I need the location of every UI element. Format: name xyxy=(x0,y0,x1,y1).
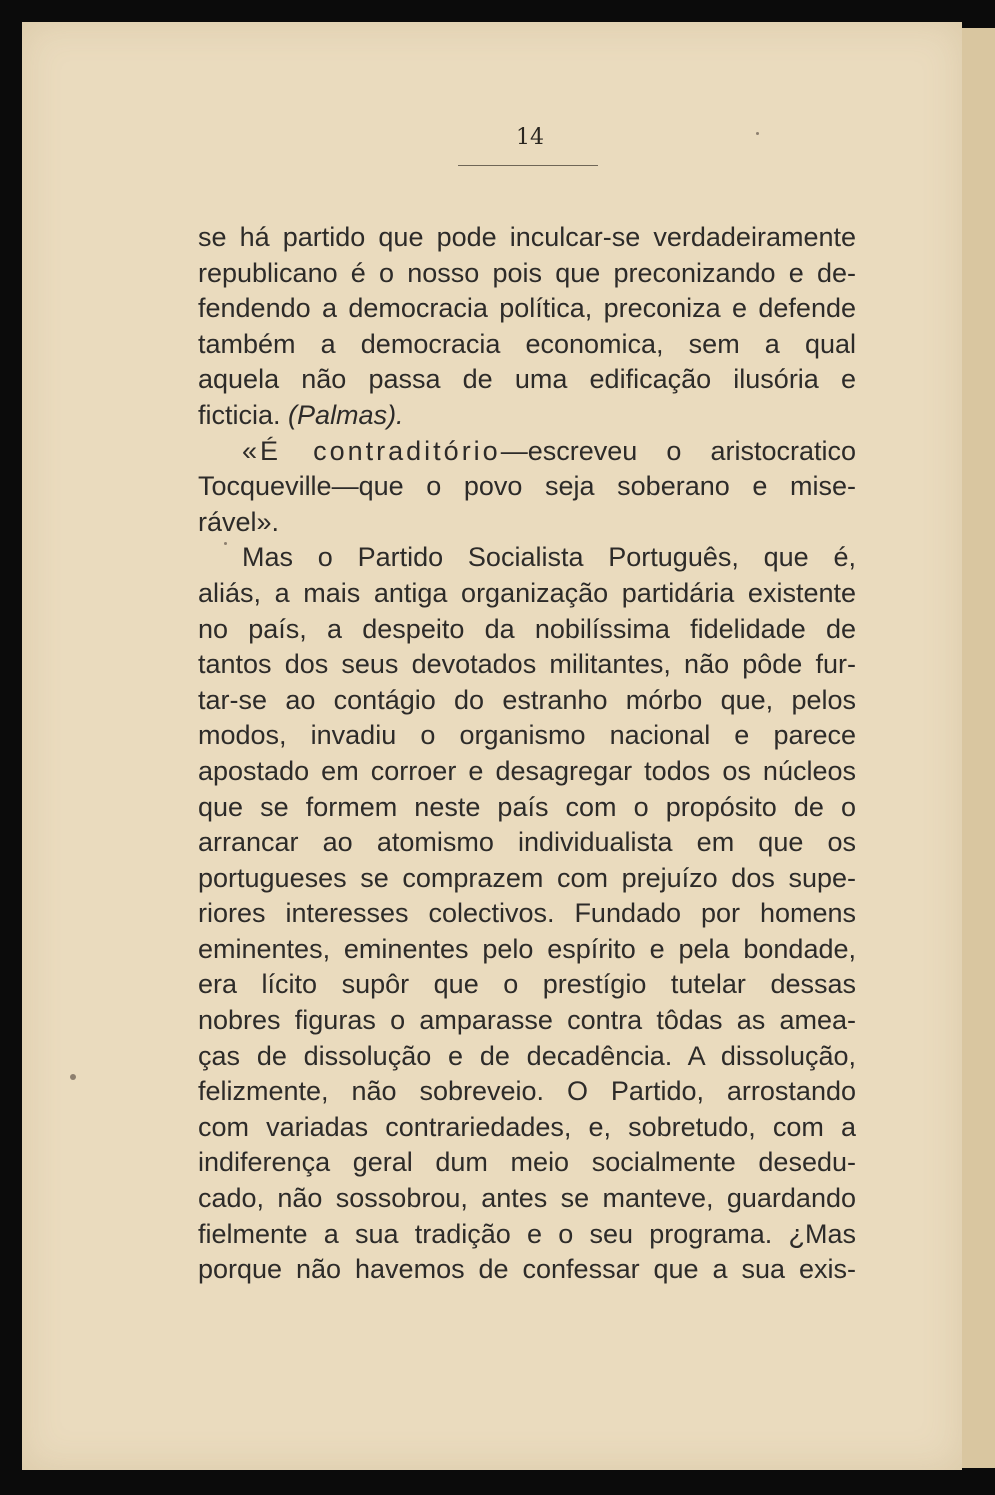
text-line xyxy=(198,398,856,434)
text-line: tantos dos seus devotados militantes, não pôde fur- xyxy=(198,649,856,680)
header-rule xyxy=(458,165,598,166)
text-line: republicano é o nosso pois que preconizando e de- xyxy=(198,257,856,288)
text-line: era lícito supôr que o prestígio tutelar dessas xyxy=(198,969,856,1000)
text-line: nobres figuras o amparasse contra tôdas as amea- xyxy=(198,1005,856,1036)
text-line: rável». xyxy=(198,506,280,537)
text-line: tar-se ao contágio do estranho mórbo que, pelos xyxy=(198,684,856,715)
text-line: que se formem neste país com o propósito de o xyxy=(198,791,856,822)
text-line: eminentes, eminentes pelo espírito e pela bondade, xyxy=(198,933,856,964)
text-line: ças de dissolução e de decadência. A dissolução, xyxy=(198,1040,856,1071)
adjacent-page-edge xyxy=(958,28,995,1468)
text-line: também a democracia economica, sem a qual xyxy=(198,328,856,359)
text-line: aquela não passa de uma edificação ilusória e xyxy=(198,364,856,395)
text-line: modos, invadiu o organismo nacional e parece xyxy=(198,720,856,751)
text-line: arrancar ao atomismo individualista em que os xyxy=(198,827,856,858)
sentence-ending: ficticia. xyxy=(198,399,281,430)
page-number: 14 xyxy=(516,125,544,150)
text-line: cado, não sossobrou, antes se manteve, guardando xyxy=(198,1183,856,1214)
text-line: felizmente, não sobreveio. O Partido, arrostando xyxy=(198,1076,856,1107)
body-text xyxy=(198,220,856,1288)
text-line: portugueses se comprazem com prejuízo dos supe- xyxy=(198,862,856,893)
text-line: no país, a despeito da nobilíssima fidelidade de xyxy=(198,613,856,644)
text-line: apostado em corroer e desagregar todos os núcleos xyxy=(198,755,856,786)
quotation-text: «É contraditório xyxy=(242,435,501,466)
quotation-attribution: —escreveu o aristocratico xyxy=(500,435,856,466)
paper-spot xyxy=(756,132,759,135)
applause-note: (Palmas). xyxy=(288,399,404,430)
quotation-line xyxy=(198,434,856,470)
text-line: Tocqueville—que o povo seja soberano e mise- xyxy=(198,471,856,502)
text-line: porque não havemos de confessar que a sua exis- xyxy=(198,1254,856,1285)
text-line: riores interesses colectivos. Fundado por homens xyxy=(198,898,856,929)
paragraph-start: Mas o Partido Socialista Português, que é, xyxy=(242,542,856,573)
text-line: fendendo a democracia política, preconiza e defende xyxy=(198,293,856,324)
paper-spot xyxy=(70,1074,76,1080)
text-line: fielmente a sua tradição e o seu programa. ¿Mas xyxy=(198,1218,856,1249)
text-line: se há partido que pode inculcar-se verdadeiramente xyxy=(198,222,856,252)
text-line: indiferença geral dum meio socialmente desedu- xyxy=(198,1147,856,1178)
text-line: aliás, a mais antiga organização partidária existente xyxy=(198,577,856,608)
text-line: com variadas contrariedades, e, sobretudo, com a xyxy=(198,1111,856,1142)
